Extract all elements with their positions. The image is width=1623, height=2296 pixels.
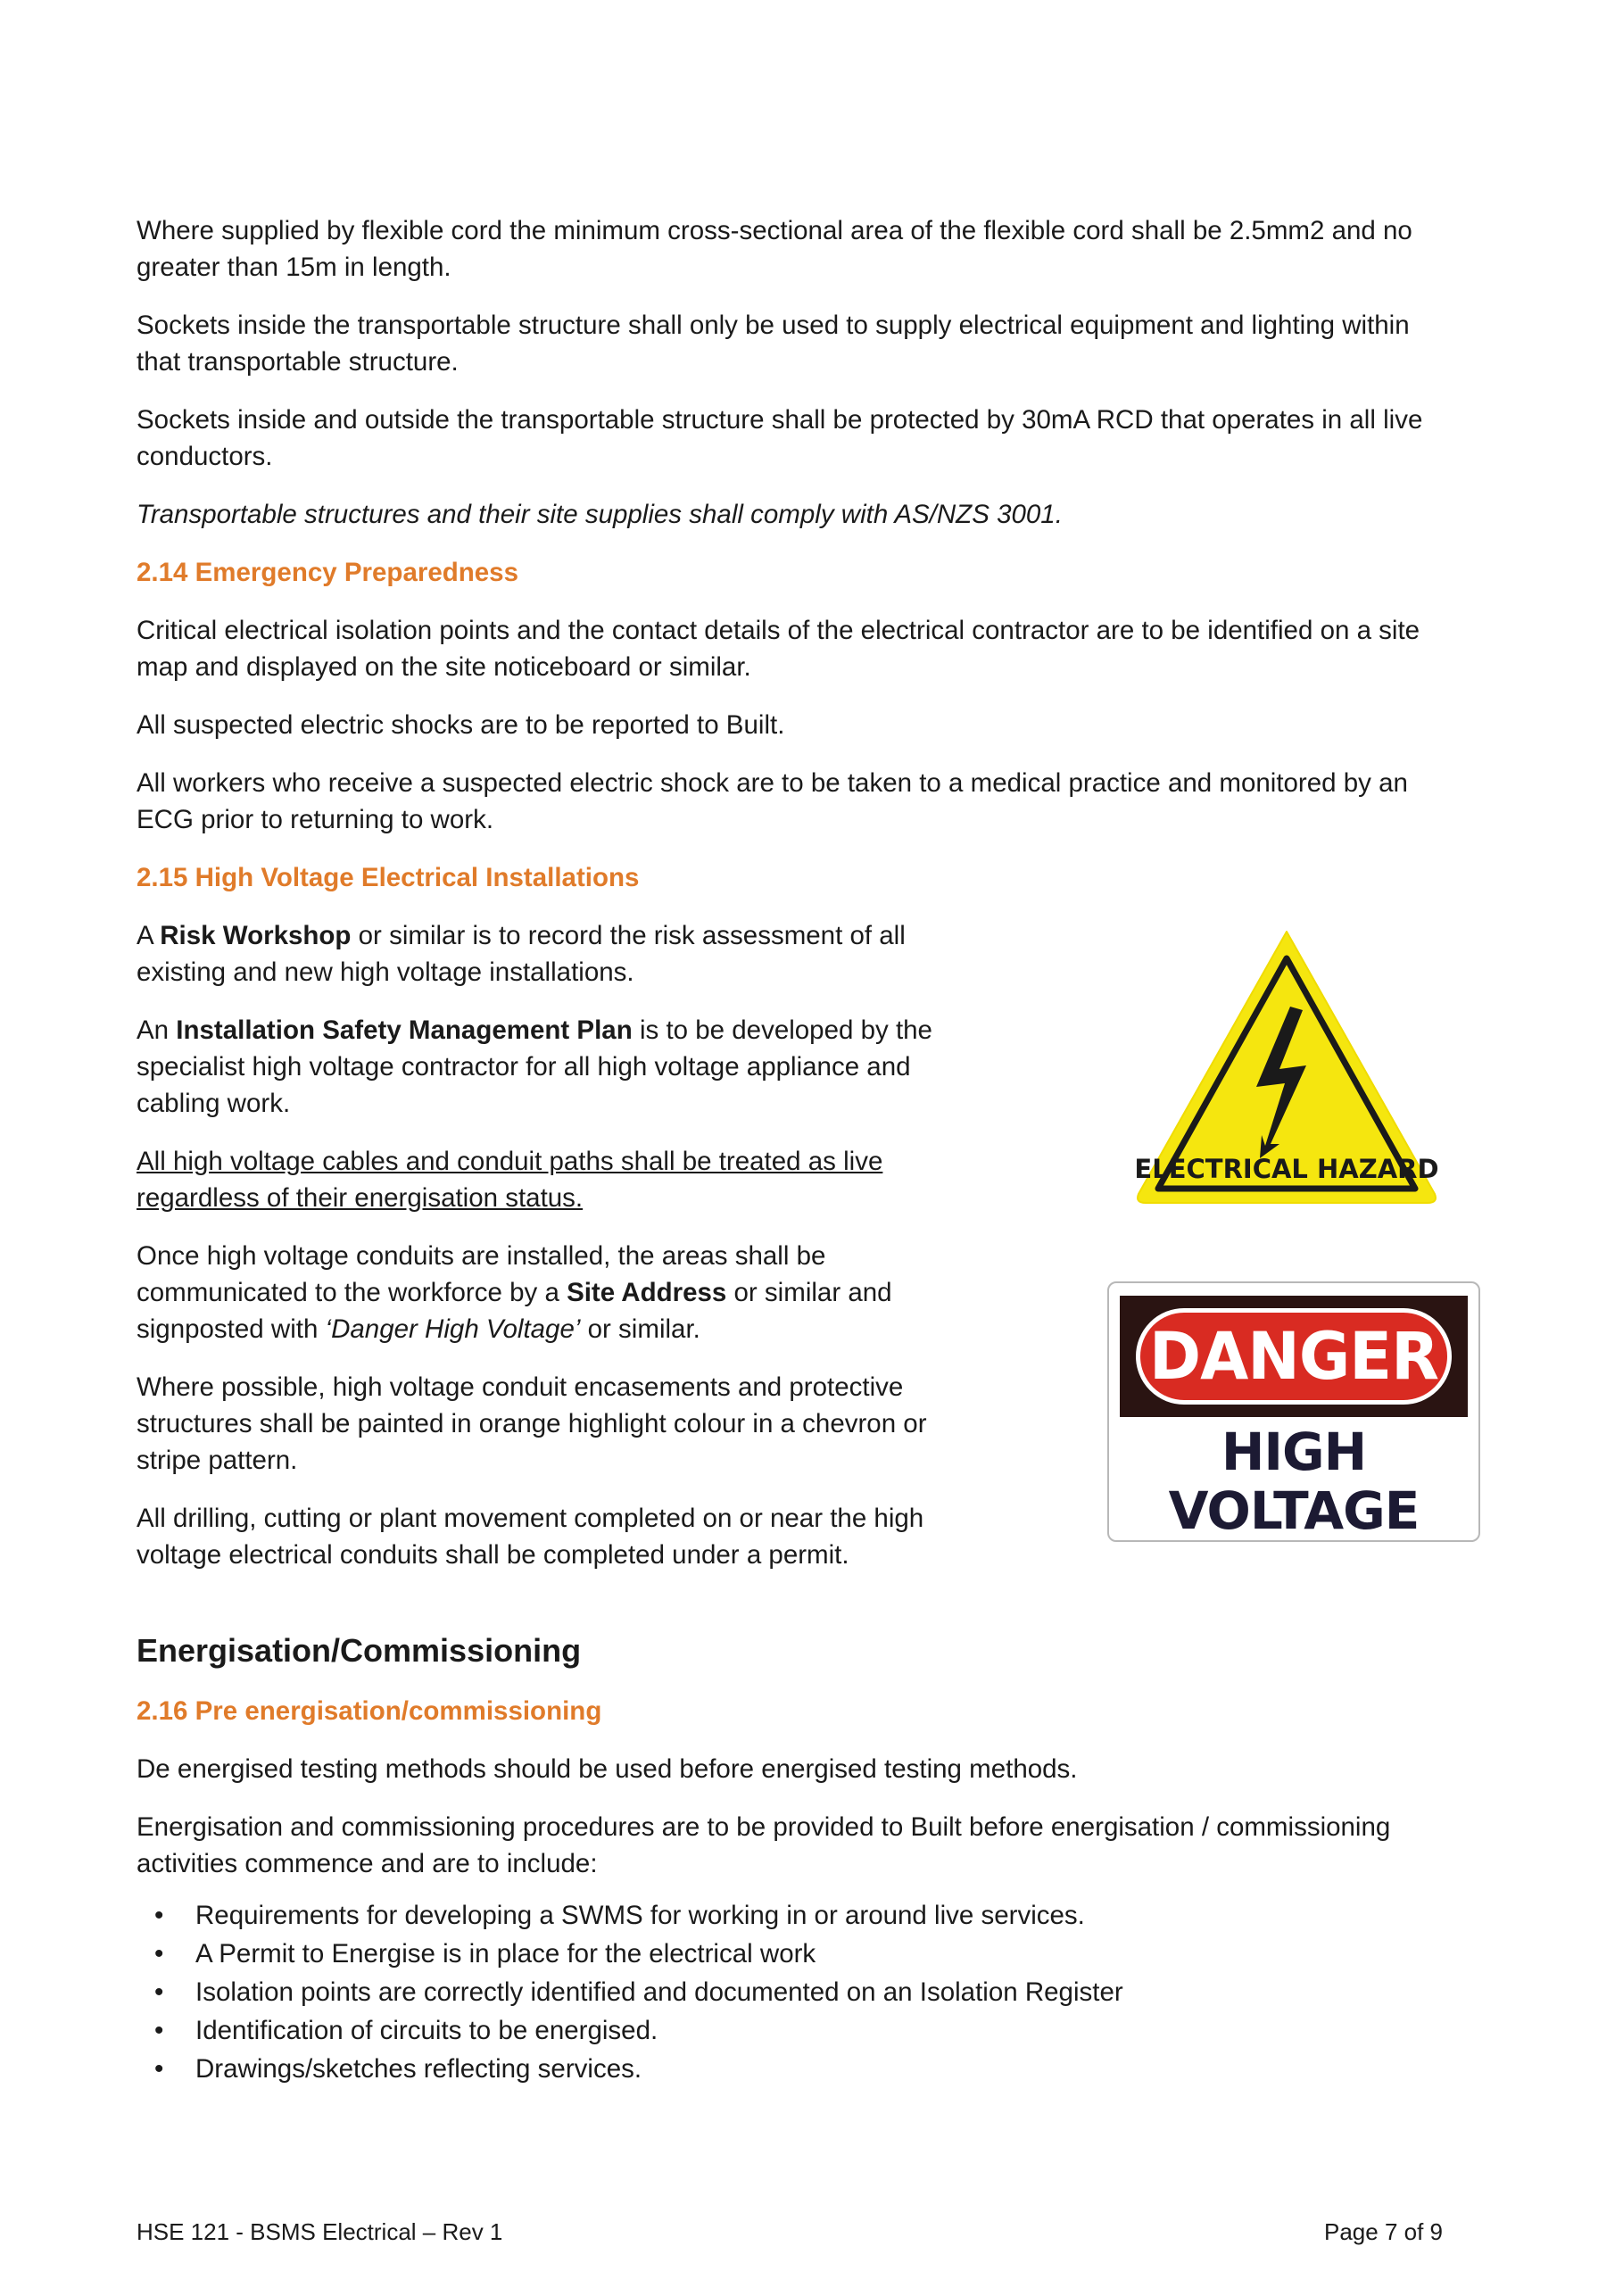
paragraph-sockets-rcd: Sockets inside and outside the transportable structure shall be protected by 30mA RCD that operates in all live conductors. [137, 405, 1423, 471]
paragraph-report-shocks: All suspected electric shocks are to be reported to Built. [137, 710, 785, 740]
list-item: • Requirements for developing a SWMS for working in or around live services. [137, 1896, 1448, 1935]
list-item: • Isolation points are correctly identified and documented on an Isolation Register [137, 1973, 1448, 2011]
heading-2-16: 2.16 Pre energisation/commissioning [137, 1696, 602, 1726]
paragraph-safety-plan: An Installation Safety Management Plan is to be developed by the specialist high voltage contractor for all high voltage appliance and cabling work. [137, 1015, 932, 1118]
paragraph-flexible-cord: Where supplied by flexible cord the minimum cross-sectional area of the flexible cord shall be 2.5mm2 and no greater than 15m in length. [137, 216, 1412, 282]
paragraph-procedures: Energisation and commissioning procedures are to be provided to Built before energisation / commissioning activities commence and are to include: [137, 1812, 1391, 1878]
paragraph-ecg-monitoring: All workers who receive a suspected electric shock are to be taken to a medical practice and monitored by an ECG prior to returning to work. [137, 768, 1408, 834]
danger-sign-text [1109, 1422, 1478, 1540]
list-item: • A Permit to Energise is in place for the electrical work [137, 1935, 1448, 1973]
footer-document-id: HSE 121 - BSMS Electrical – Rev 1 [137, 2218, 503, 2245]
hazard-label: ELECTRICAL HAZARD [1134, 1154, 1439, 1184]
danger-high-voltage-sign [1107, 1281, 1480, 1542]
paragraph-isolation-points: Critical electrical isolation points and the contact details of the electrical contractor are to be identified on a site map and displayed on the site noticeboard or similar. [137, 616, 1420, 682]
electrical-hazard-sign [1131, 924, 1442, 1208]
paragraph-asnzs-3001: Transportable structures and their site supplies shall comply with AS/NZS 3001. [137, 500, 1063, 529]
footer-page-number: Page 7 of 9 [1324, 2218, 1443, 2245]
heading-2-15: 2.15 High Voltage Electrical Installations [137, 863, 640, 892]
danger-line-voltage: VOLTAGE [1168, 1480, 1420, 1541]
high-voltage-text [137, 917, 993, 1573]
danger-word: DANGER [1148, 1317, 1439, 1396]
paragraph-de-energised-testing: De energised testing methods should be used before energised testing methods. [137, 1754, 1078, 1784]
paragraph-treat-as-live: All high voltage cables and conduit paths shall be treated as live regardless of their energisation status. [137, 1147, 883, 1213]
heading-energisation-commissioning: Energisation/Commissioning [137, 1632, 582, 1669]
paragraph-risk-workshop: A Risk Workshop or similar is to record the risk assessment of all existing and new high voltage installations. [137, 921, 906, 987]
paragraph-permit: All drilling, cutting or plant movement completed on or near the high voltage electrical conduits shall be completed under a permit. [137, 1504, 924, 1570]
heading-2-14: 2.14 Emergency Preparedness [137, 558, 518, 587]
paragraph-orange-highlight: Where possible, high voltage conduit encasements and protective structures shall be painted in orange highlight colour in a chevron or stripe pattern. [137, 1372, 927, 1475]
danger-oval [1136, 1308, 1452, 1405]
requirements-list [137, 1896, 1448, 2088]
paragraph-site-address: Once high voltage conduits are installed, the areas shall be communicated to the workforce by a Site Address or similar and signposted with ‘Danger High Voltage’ or similar. [137, 1241, 892, 1344]
list-item: • Identification of circuits to be energised. [137, 2011, 1448, 2050]
danger-line-high: HIGH [1221, 1422, 1367, 1482]
list-item: • Drawings/sketches reflecting services. [137, 2050, 1448, 2088]
danger-header-bar [1120, 1296, 1468, 1417]
paragraph-sockets-inside: Sockets inside the transportable structure shall only be used to supply electrical equipment and lighting within that transportable structure. [137, 311, 1410, 377]
hazard-triangle-icon [1131, 924, 1442, 1208]
